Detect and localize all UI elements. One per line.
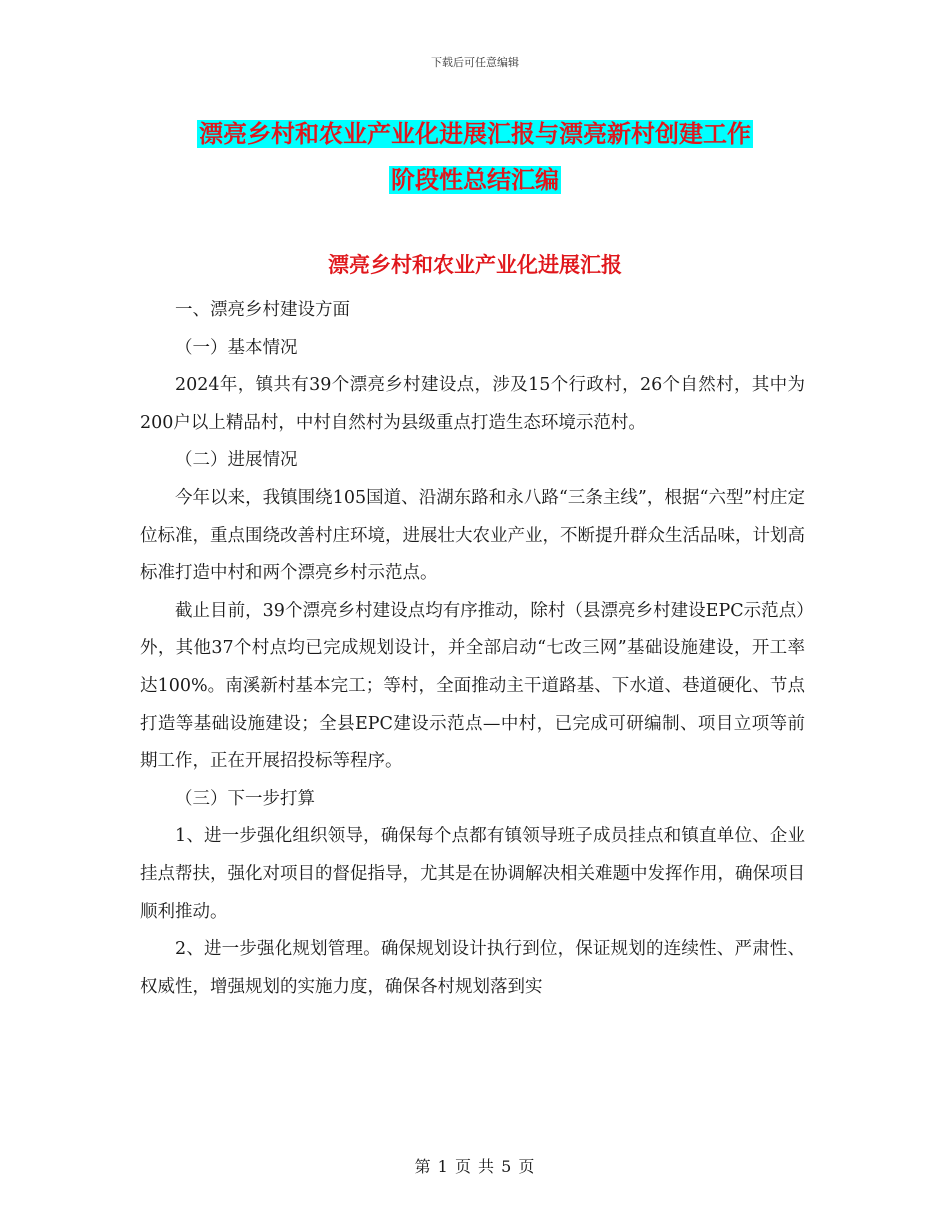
paragraph-next-step-1: 1、进一步强化组织领导，确保每个点都有镇领导班子成员挂点和镇直单位、企业挂点帮扶，强化对项目的督促指导，尤其是在协调解决相关难题中发挥作用，确保项目顺利推动。: [140, 826, 805, 922]
document-title: [140, 111, 810, 203]
document-body: [140, 292, 805, 1006]
heading-next-steps: （三）下一步打算: [175, 788, 315, 809]
paragraph-next-step-2: 2、进一步强化规划管理。确保规划设计执行到位，保证规划的连续性、严肃性、权威性，增强规划的实施力度，确保各村规划落到实: [140, 939, 805, 997]
paragraph-progress-1: 今年以来，我镇围绕105国道、沿湖东路和永八路“三条主线”，根据“六型”村庄定位标准，重点围绕改善村庄环境，进展壮大农业产业，不断提升群众生活品味，计划高标准打造中村和两个漂亮乡村示范点。: [140, 487, 805, 584]
header-note: 下载后可任意编辑: [431, 56, 519, 69]
title-line-1: 漂亮乡村和农业产业化进展汇报与漂亮新村创建工作: [199, 120, 751, 148]
heading-progress: （二）进展情况: [175, 450, 298, 471]
section-title: 漂亮乡村和农业产业化进展汇报: [328, 253, 622, 277]
page-number: 第 1 页 共 5 页: [414, 1157, 536, 1176]
title-line-2: 阶段性总结汇编: [391, 166, 559, 194]
heading-section-1: 一、漂亮乡村建设方面: [175, 300, 350, 320]
paragraph-basic-info: 2024年，镇共有39个漂亮乡村建设点，涉及15个行政村，26个自然村，其中为200户以上精品村，中村自然村为县级重点打造生态环境示范村。: [140, 375, 805, 433]
heading-basic-info: （一）基本情况: [175, 337, 298, 358]
paragraph-progress-2: 截止目前，39个漂亮乡村建设点均有序推动，除村（县漂亮乡村建设EPC示范点）外，其他37个村点均已完成规划设计，并全部启动“七改三网”基础设施建设，开工率达100%。南溪新村基本完工；等村，全面推动主干道路基、下水道、巷道硬化、节点打造等基础设施建设；全县EPC建设示范点—中村，已完成可研编制、项目立项等前期工作，正在开展招投标等程序。: [140, 600, 805, 772]
